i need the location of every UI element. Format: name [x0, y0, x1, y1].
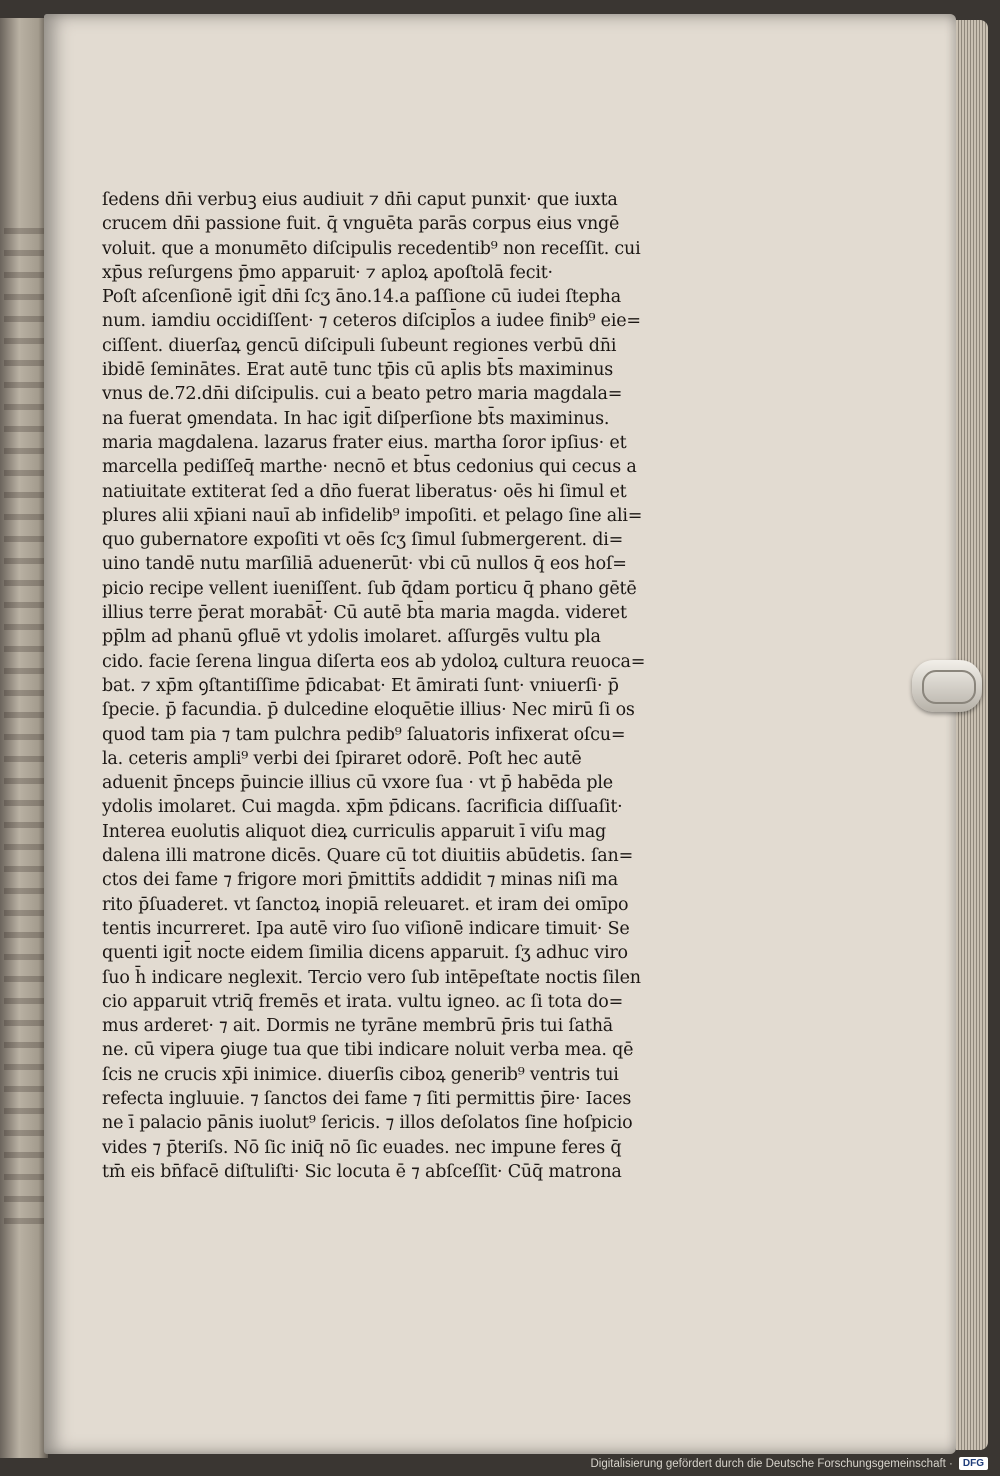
text-line: picio recipe vellent iueniſſent. ſub q̄dam porticu q̄ phano gētē: [102, 578, 637, 599]
text-line: ibidē ſeminātes. Erat autē tunc tp̄is cū aplis bt̄s maximinus: [102, 360, 614, 381]
text-line: quo gubernatore expoſiti vt oēs ſcʒ ſimul ſubmergerent. di=: [102, 530, 624, 551]
text-line: vnus de.72.dn̄i diſcipulis. cui a beato petro maria magdala=: [102, 384, 623, 405]
text-line: ne. cū vipera ꝯiuge tua que tibi indicare noluit verba mea. qē: [102, 1040, 634, 1061]
text-line: quenti igit̄ nocte eidem ſimilia dicens apparuit. ſʒ adhuc viro: [102, 943, 628, 964]
footer-credit: Digitalisierung gefördert durch die Deutsche Forschungsgemeinschaft ·: [590, 1457, 953, 1470]
text-line: ctos dei fame ⁊ frigore mori p̄mittit̄s addidit ⁊ minas niſi ma: [102, 870, 618, 891]
text-line: cio apparuit vtriq̄ fremēs et irata. vultu igneo. ac ſi tota do=: [102, 991, 624, 1012]
text-line: tm̄ eis bn̄facē diſtuliſti· Sic locuta ē ⁊ abſceſſit· Cūq̄ matrona: [102, 1161, 622, 1182]
text-line: plures alii xp̄iani nauī ab infidelib⁹ impoſiti. et pelago ſine ali=: [102, 505, 643, 526]
text-line: num. iamdiu occidiſſent· ⁊ ceteros diſcipl̄os a iudee finib⁹ eie=: [102, 311, 641, 332]
facing-page-text-shadow: [4, 228, 44, 1228]
text-line: ne ī palacio pānis iuolut⁹ ſericis. ⁊ illos deſolatos ſine hoſpicio: [102, 1113, 633, 1134]
text-line: ſuo h̄ indicare neglexit. Tercio vero ſub intēpeſtate noctis ſilen: [102, 967, 641, 988]
text-line: na fuerat ꝯmendata. In hac igit̄ diſperſione bt̄s maximinus.: [102, 408, 610, 429]
text-line: natiuitate extiterat ſed a dn̄o fuerat liberatus· oēs hi ſimul et: [102, 481, 627, 502]
page-stack-edge: [956, 20, 988, 1450]
text-line: uino tandē nutu marſiliā aduenerūt· vbi cū nullos q̄ eos hoſ=: [102, 554, 627, 575]
text-line: ydolis imolaret. Cui magda. xp̄m p̄dicans. ſacrificia diſſuaſit·: [102, 797, 623, 818]
text-line: rito p̄ſuaderet. vt ſanctoꝝ inopiā releuaret. et iram dei omīpo: [102, 894, 629, 915]
text-line: voluit. que a monumēto diſcipulis recedentib⁹ non receſſit. cui: [102, 238, 641, 259]
text-line: refecta ingluuie. ⁊ ſanctos dei fame ⁊ ſiti permittis p̄ire· Iaces: [102, 1088, 632, 1109]
text-line: Poſt aſcenſionē igit̄ dn̄i ſcʒ āno.14.a paſſione cū iudei ſtepha: [102, 287, 621, 308]
text-line: ſcis ne crucis xp̄i inimice. diuerſis ciboꝝ generib⁹ ventris tui: [102, 1064, 619, 1085]
incunable-text-column: [102, 188, 692, 1184]
dfg-logo-icon: DFG: [959, 1457, 988, 1470]
facing-page-edge: [0, 18, 48, 1458]
text-line: Interea euolutis aliquot dieꝝ curriculis apparuit ī viſu mag: [102, 821, 607, 842]
book-clip: [912, 660, 982, 712]
text-line: maria magdalena. lazarus frater eius. martha ſoror ipſius· et: [102, 432, 627, 453]
text-line: tentis incurreret. Ipa autē viro ſuo viſionē indicare timuit· Se: [102, 918, 630, 939]
text-line: dalena illi matrone dicēs. Quare cū tot diuitiis abūdetis. ſan=: [102, 846, 634, 867]
text-line: ſedens dn̄i verbuꝫ eius audiuit ⁊ dn̄i caput punxit· que iuxta: [102, 190, 618, 210]
text-line: vides ⁊ p̄teriſs. Nō ſic iniq̄ nō ſic euades. nec impune feres q̄: [102, 1137, 622, 1158]
text-line: aduenit p̄nceps p̄uincie illius cū vxore ſua · vt p̄ habēda ple: [102, 773, 613, 794]
text-line: quod tam pia ⁊ tam pulchra pedib⁹ ſaluatoris infixerat oſcu=: [102, 724, 626, 745]
digitization-footer: [590, 1457, 988, 1470]
text-line: la. ceteris ampli⁹ verbi dei ſpiraret odorē. Poſt hec autē: [102, 748, 582, 769]
text-line: mus arderet· ⁊ ait. Dormis ne tyrāne membrū p̄ris tui ſathā: [102, 1016, 614, 1037]
text-line: ſpecie. p̄ facundia. p̄ dulcedine eloquētie illius· Nec mirū ſi os: [102, 700, 635, 721]
text-line: crucem dn̄i passione fuit. q̄ vnguēta parās corpus eius vngē: [102, 214, 620, 235]
text-line: bat. ⁊ xp̄m ꝯſtantiſſime p̄dicabat· Et āmirati ſunt· vniuerſi· p̄: [102, 675, 619, 696]
text-line: illius terre p̄erat morabāt̄· Cū autē bt̄a maria magda. videret: [102, 603, 627, 624]
text-line: ciſſent. diuerſaꝝ gencū diſcipuli ſubeunt regiones verbū dn̄i: [102, 335, 617, 356]
text-line: xp̄us reſurgens p̄mo apparuit· ⁊ aploꝝ apoſtolā fecit·: [102, 262, 553, 283]
text-line: cido. facie ſerena lingua diſerta eos ab ydoloꝝ cultura reuoca=: [102, 651, 646, 672]
text-line: pp̄lm ad phanū ꝯfluē vt ydolis imolaret. aſſurgēs vultu pla: [102, 627, 601, 648]
text-line: marcella pediſſeq̄ marthe· necnō et bt̄us cedonius qui cecus a: [102, 457, 637, 478]
